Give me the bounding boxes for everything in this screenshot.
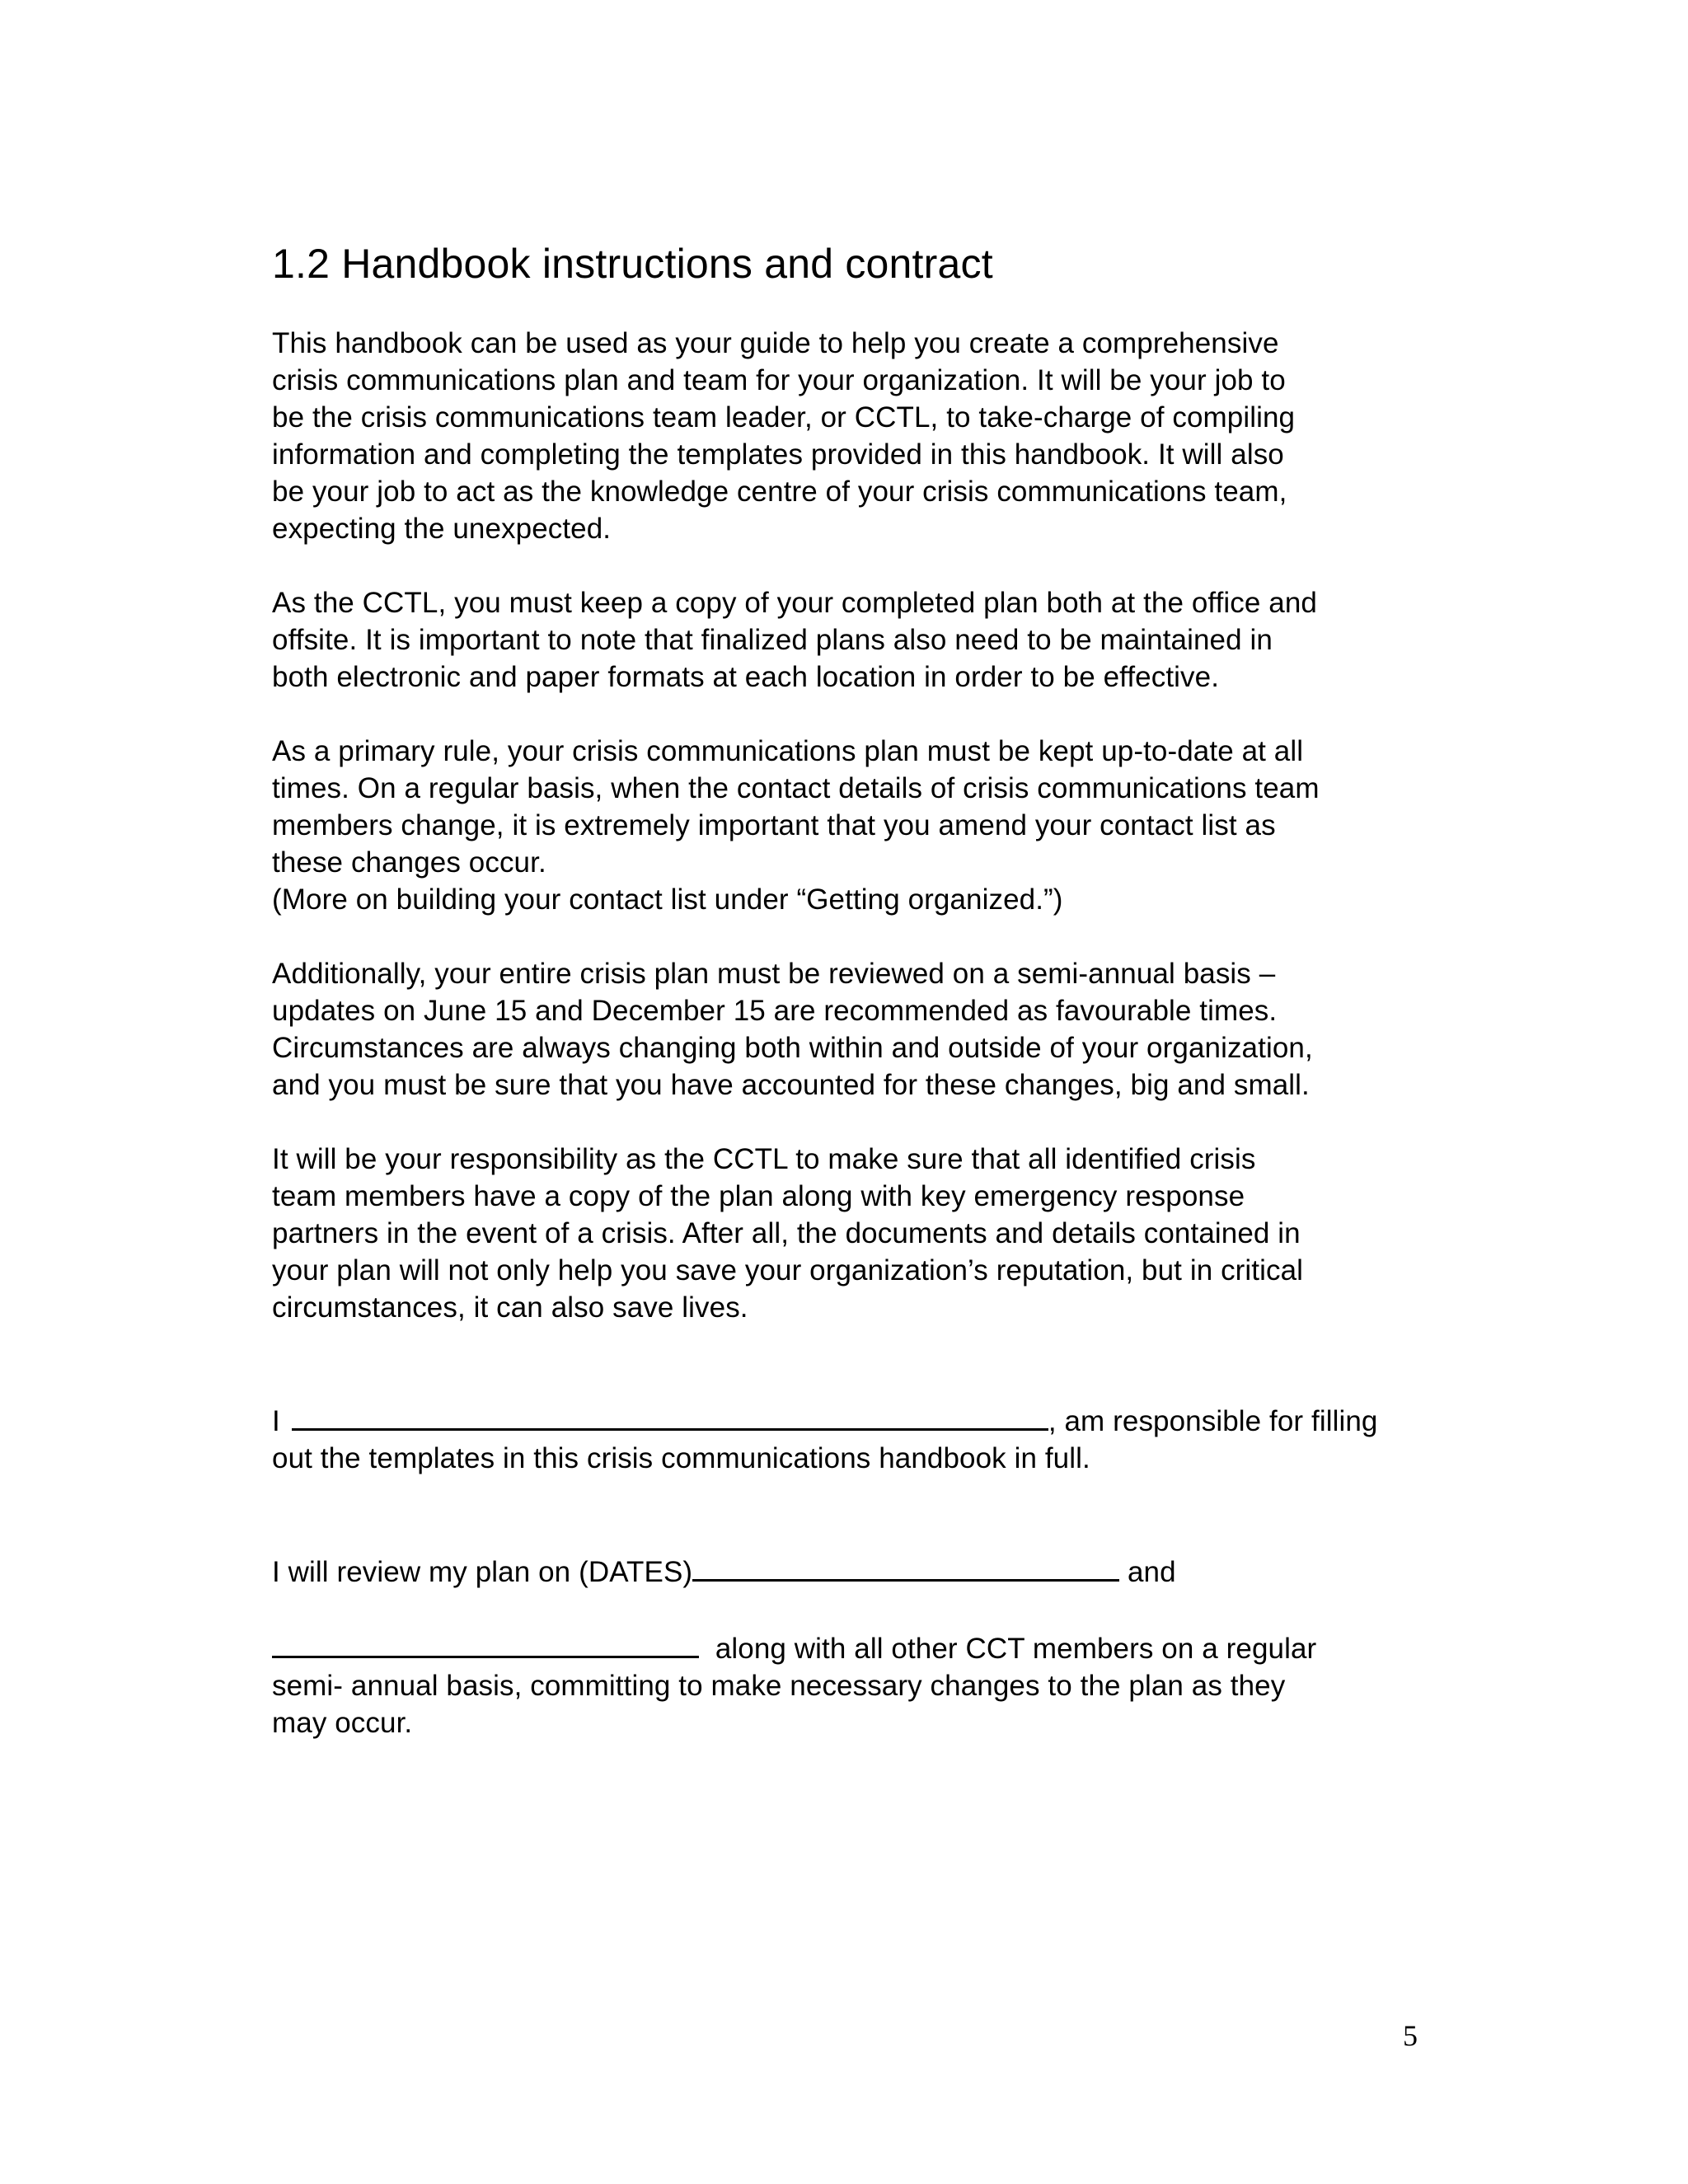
contract-name-line bbox=[272, 1400, 1442, 1440]
paragraph-line: Additionally, your entire crisis plan must be reviewed on a semi-annual basis – bbox=[272, 958, 1276, 990]
paragraph-responsibility bbox=[272, 1141, 1442, 1326]
paragraph-line: crisis communications plan and team for your organization. It will be your job to bbox=[272, 364, 1286, 396]
paragraph-line: (More on building your contact list under “Getting organized.”) bbox=[272, 883, 1063, 916]
paragraph-line: partners in the event of a crisis. After all, the documents and details contained in bbox=[272, 1217, 1301, 1249]
review-date-blank-1[interactable] bbox=[692, 1551, 1119, 1582]
paragraph-intro bbox=[272, 325, 1442, 547]
paragraph-line: these changes occur. bbox=[272, 846, 546, 879]
contract-review-line-4: may occur. bbox=[272, 1707, 413, 1739]
page-number: 5 bbox=[1403, 2019, 1418, 2052]
paragraph-line: both electronic and paper formats at each location in order to be effective. bbox=[272, 661, 1220, 693]
contract-review-suffix: and bbox=[1119, 1556, 1176, 1588]
page-content bbox=[272, 239, 1442, 1741]
paragraph-review bbox=[272, 955, 1442, 1104]
contract-name-prefix: I bbox=[272, 1405, 280, 1437]
contract-name-block bbox=[272, 1400, 1442, 1477]
paragraph-line: As the CCTL, you must keep a copy of your completed plan both at the office and bbox=[272, 587, 1317, 619]
paragraph-line: be the crisis communications team leader, or CCTL, to take-charge of compiling bbox=[272, 401, 1296, 434]
contract-name-line-2: out the templates in this crisis communications handbook in full. bbox=[272, 1442, 1090, 1474]
contract-review-line-3: semi- annual basis, committing to make necessary changes to the plan as they bbox=[272, 1670, 1286, 1702]
paragraph-copies bbox=[272, 584, 1442, 696]
contract-name-suffix: , am responsible for filling bbox=[1048, 1405, 1378, 1437]
paragraph-line: times. On a regular basis, when the contact details of crisis communications team bbox=[272, 772, 1320, 804]
paragraph-line: Circumstances are always changing both within and outside of your organization, bbox=[272, 1032, 1313, 1064]
paragraph-line: be your job to act as the knowledge centre of your crisis communications team, bbox=[272, 476, 1287, 508]
paragraph-line: offsite. It is important to note that finalized plans also need to be maintained in bbox=[272, 624, 1273, 656]
name-signature-blank[interactable] bbox=[292, 1400, 1048, 1431]
paragraph-line: It will be your responsibility as the CCTL to make sure that all identified crisis bbox=[272, 1143, 1256, 1175]
paragraph-line: members change, it is extremely important that you amend your contact list as bbox=[272, 809, 1276, 841]
paragraph-line: information and completing the templates provided in this handbook. It will also bbox=[272, 438, 1284, 471]
paragraph-line: expecting the unexpected. bbox=[272, 513, 612, 545]
review-date-blank-2[interactable] bbox=[272, 1628, 699, 1658]
contract-review-prefix: I will review my plan on (DATES) bbox=[272, 1556, 693, 1588]
paragraph-line: your plan will not only help you save your organization’s reputation, but in critical bbox=[272, 1254, 1304, 1286]
paragraph-line: circumstances, it can also save lives. bbox=[272, 1291, 748, 1324]
paragraph-line: As a primary rule, your crisis communications plan must be kept up-to-date at all bbox=[272, 735, 1304, 767]
contract-review-block bbox=[272, 1551, 1442, 1741]
contract-review-line-2 bbox=[272, 1628, 1442, 1667]
contract-review-line bbox=[272, 1551, 1442, 1591]
section-heading: 1.2 Handbook instructions and contract bbox=[272, 241, 993, 287]
paragraph-line: and you must be sure that you have accounted for these changes, big and small. bbox=[272, 1069, 1310, 1101]
contract-review-line-2-suffix: along with all other CCT members on a regular bbox=[707, 1633, 1317, 1665]
paragraph-line: team members have a copy of the plan along with key emergency response bbox=[272, 1180, 1245, 1212]
paragraph-line: updates on June 15 and December 15 are recommended as favourable times. bbox=[272, 995, 1278, 1027]
paragraph-line: This handbook can be used as your guide to help you create a comprehensive bbox=[272, 327, 1279, 359]
paragraph-up-to-date bbox=[272, 733, 1442, 918]
